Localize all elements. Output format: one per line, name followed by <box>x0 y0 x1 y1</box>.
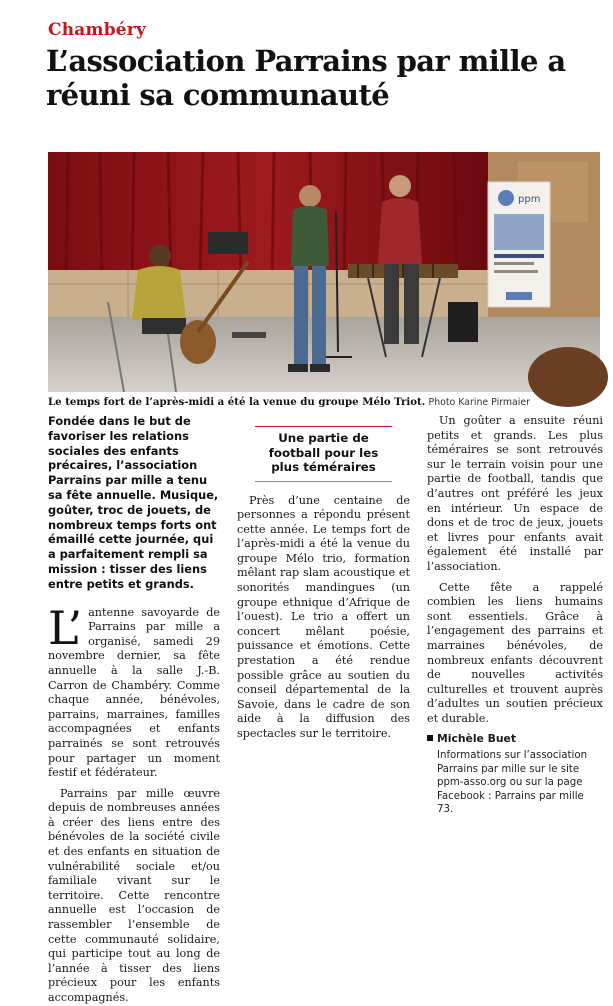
photo-credit: Photo Karine Pirmaier <box>428 397 530 408</box>
banner-logo-text: ppm <box>518 194 541 205</box>
article-lead: Fondée dans le but de favoriser les relations sociales des enfants précaires, l’association Parrains par mille a tenu sa fête annuelle. Musique, goûter, troc de jouets, de nombreux temps forts ont émaillé cette journée, qui a parfaitement rempli sa mission : tisser des liens entre petits et grands. <box>48 414 219 591</box>
headline: L’association Parrains par mille a réuni sa communauté <box>46 44 566 112</box>
photo-caption <box>48 396 608 409</box>
column-3-flow <box>427 414 603 844</box>
caption-text: Le temps fort de l’après-midi a été la venue du groupe Mélo Triot. <box>48 396 426 408</box>
author-byline <box>427 732 603 747</box>
author-name: Michèle Buet <box>437 732 517 746</box>
paragraph-2: Parrains par mille œuvre depuis de nombreuses années à créer des liens entre des bénévoles de la société civile et des enfants en situation de vulnérabilité sociale et/ou familiale vivant sur le territoire. Cette rencontre annuelle est l’occasion de rassembler l’ensemble de cette communauté solidaire, qui participe tout au long de l’année à tisser des liens précieux pour les enfants accompagnés. <box>48 786 220 1004</box>
association-info: Informations sur l’association Parrains par mille sur le site ppm-asso.org ou sur la page Facebook : Parrains par mille 73. <box>437 750 588 816</box>
paragraph-1-text: antenne savoyarde de Parrains par mille a organisé, samedi 29 novembre dernier, sa fête annuelle à la salle J.-B. Carron de Chambéry. Comme chaque année, bénévoles, parrains, marraines, familles accompagnées et enfants parrainés se sont retrouvés pour partager un moment festif et fédérateur. <box>48 605 220 780</box>
subheading: Une partie de football pour les plus téméraires <box>255 426 392 482</box>
paragraph-4: Un goûter a ensuite réuni petits et grands. Les plus téméraires se sont retrouvés sur le terrain voisin pour une partie de football, tandis que d’autres ont préféré les jeux en intérieur. Un espace de dons et de troc de jeux, jouets et livres pour enfants avait également été installé par l’association. <box>427 414 603 573</box>
byline-square-icon <box>427 735 433 741</box>
drop-cap: L’ <box>48 600 83 655</box>
paragraph-3: Près d’une centaine de personnes a répondu présent cette année. Le temps fort de l’après-midi a été la venue du groupe Mélo trio, formation mêlant rap slam acoustique et sonorités mandingues (un groupe ethnique d’Afrique de l’ouest). Le trio a offert un concert mêlant poésie, puissance et émotions. Cette prestation a été rendue possible grâce au soutien du conseil départemental de la Savoie, dans le cadre de son aide à la diffusion des spectacles sur le territoire. <box>237 493 410 740</box>
paragraph-1 <box>48 600 220 781</box>
concert-photo-illustration <box>48 152 600 392</box>
column-1 <box>48 414 220 1004</box>
article-photo <box>48 152 600 392</box>
section-label: Chambéry <box>48 20 147 40</box>
paragraph-5: Cette fête a rappelé combien les liens humains sont essentiels. Grâce à l’engagement des parrains et marraines bénévoles, de nombreux enfants découvrent de nouvelles activités culturelles et trouvent auprès d’adultes un soutien précieux et durable. <box>427 580 603 725</box>
column-2-flow <box>237 414 410 834</box>
